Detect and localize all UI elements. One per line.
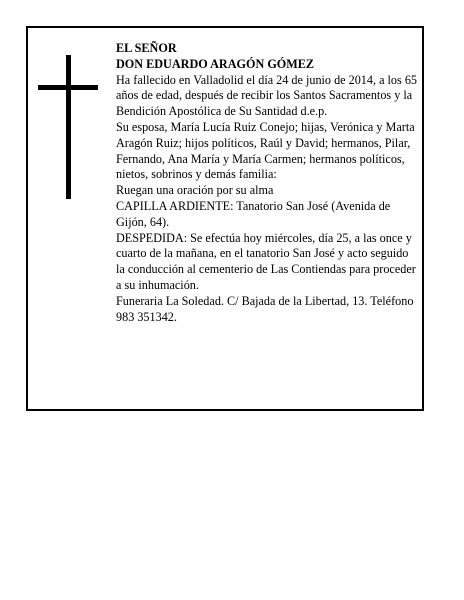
chapel-paragraph: CAPILLA ARDIENTE: Tanatorio San José (Avenida de Gijón, 64). <box>116 198 391 229</box>
farewell-paragraph: DESPEDIDA: Se efectúa hoy miércoles, día 25, a las once y cuarto de la mañana, en el tanatorio San José y acto seguido la conducción al cementerio de Las Contiendas para proceder a su inhumación. <box>116 230 416 292</box>
death-announcement-paragraph: Ha fallecido en Valladolid el día 24 de junio de 2014, a los 65 años de edad, después de recibir los Santos Sacramentos y la Bendición Apostólica de Su Santidad d.e.p. <box>116 72 418 119</box>
obituary-notice <box>26 26 424 411</box>
funeral-home-paragraph: Funeraria La Soledad. C/ Bajada de la Libertad, 13. Teléfono 983 351342. <box>116 293 414 324</box>
family-paragraph: Su esposa, María Lucía Ruiz Conejo; hijas, Verónica y Marta Aragón Ruiz; hijos políticos, Raúl y David; hermanos, Pilar, Fernando, Ana María y María Carmen; hermanos políticos, nietos, sobrinos y demás familia: <box>116 119 415 182</box>
notice-title: EL SEÑOR <box>116 41 177 55</box>
deceased-name: DON EDUARDO ARAGÓN GÓMEZ <box>116 56 315 71</box>
prayer-request-paragraph: Ruegan una oración por su alma <box>116 183 274 198</box>
cross-icon <box>38 55 98 199</box>
cross-horizontal-bar <box>38 85 98 90</box>
cross-vertical-bar <box>66 55 71 199</box>
notice-body <box>116 41 420 325</box>
